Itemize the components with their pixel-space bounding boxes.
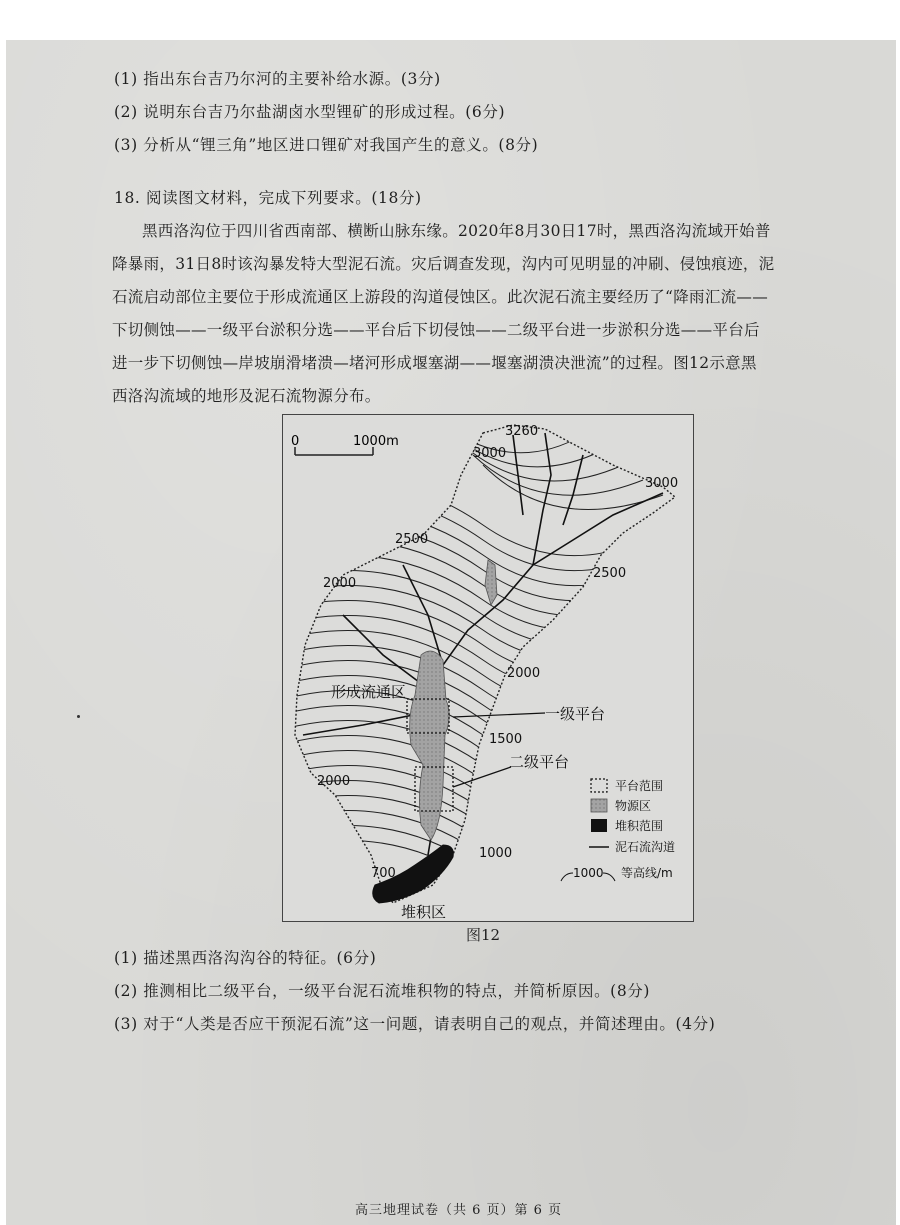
zone-label-platform-2: 二级平台 [509, 753, 570, 771]
contour-label: 2000 [507, 666, 541, 681]
q18-passage-line: 黑西洛沟位于四川省西南部、横断山脉东缘。2020年8月30日17时，黑西洛沟流域开始普 [142, 222, 771, 240]
debris-channels [303, 433, 663, 855]
contour-label: 2000 [323, 576, 357, 591]
figure-12-map [282, 414, 694, 922]
legend-label: 堆积范围 [615, 819, 664, 833]
contour-label: 2000 [317, 774, 351, 789]
contour-label: 3000 [645, 476, 679, 491]
q18-part-1: (1) 描述黑西洛沟沟谷的特征。(6分) [114, 949, 377, 967]
q17-part-2: (2) 说明东台吉乃尔盐湖卤水型锂矿的形成过程。(6分) [114, 103, 506, 121]
scan-speck [77, 715, 80, 718]
scale-distance-label: 1000m [353, 434, 399, 449]
legend-label: 泥石流沟道 [615, 840, 676, 854]
contour-label: 2500 [593, 566, 627, 581]
q18-passage-line: 石流启动部位主要位于形成流通区上游段的沟道侵蚀区。此次泥石流主要经历了“降雨汇流—— [112, 288, 769, 306]
q18-passage-line: 进一步下切侧蚀—岸坡崩滑堵溃—堵河形成堰塞湖——堰塞湖溃决泄流”的过程。图12示意黑 [112, 354, 757, 372]
q17-part-3: (3) 分析从“锂三角”地区进口锂矿对我国产生的意义。(8分) [114, 136, 539, 154]
contour-label: 3000 [473, 446, 507, 461]
q18-part-2: (2) 推测相比二级平台，一级平台泥石流堆积物的特点，并简析原因。(8分) [114, 982, 651, 1000]
contour-label: 3260 [505, 424, 539, 439]
zone-label-platform-1: 一级平台 [545, 705, 606, 723]
scale-bar [291, 434, 399, 455]
legend-platform-swatch [591, 779, 607, 792]
scale-zero-label: 0 [291, 434, 300, 449]
legend-source-swatch [591, 799, 607, 812]
q18-part-3: (3) 对于“人类是否应干预泥石流”这一问题，请表明自己的观点，并简述理由。(4分) [114, 1015, 716, 1033]
legend-label: 物源区 [615, 799, 652, 813]
legend-contour-value: 1000 [573, 866, 604, 880]
page-footer: 高三地理试卷（共 6 页）第 6 页 [355, 1203, 563, 1218]
figure-caption: 图12 [466, 926, 501, 944]
q18-passage-line: 降暴雨，31日8时该沟暴发特大型泥石流。灾后调查发现，沟内可见明显的冲刷、侵蚀痕迹，泥 [112, 255, 775, 273]
legend-label: 平台范围 [615, 779, 664, 793]
legend-label: 等高线/m [621, 866, 673, 880]
q17-part-1: (1) 指出东台吉乃尔河的主要补给水源。(3分) [114, 70, 441, 88]
q18-passage-line: 西洛沟流域的地形及泥石流物源分布。 [112, 387, 381, 405]
zone-label-formation: 形成流通区 [331, 683, 407, 701]
q18-passage-line: 下切侧蚀——一级平台淤积分选——平台后下切侵蚀——二级平台进一步淤积分选——平台后 [112, 321, 760, 339]
contour-label: 2500 [395, 532, 429, 547]
contour-label: 1000 [479, 846, 513, 861]
zone-label-deposit: 堆积区 [401, 903, 447, 921]
q18-header: 18. 阅读图文材料，完成下列要求。(18分) [114, 189, 422, 207]
legend-deposit-swatch [591, 819, 607, 832]
map-legend [561, 779, 675, 881]
contour-label: 1500 [489, 732, 523, 747]
contour-label: 700 [371, 866, 396, 881]
